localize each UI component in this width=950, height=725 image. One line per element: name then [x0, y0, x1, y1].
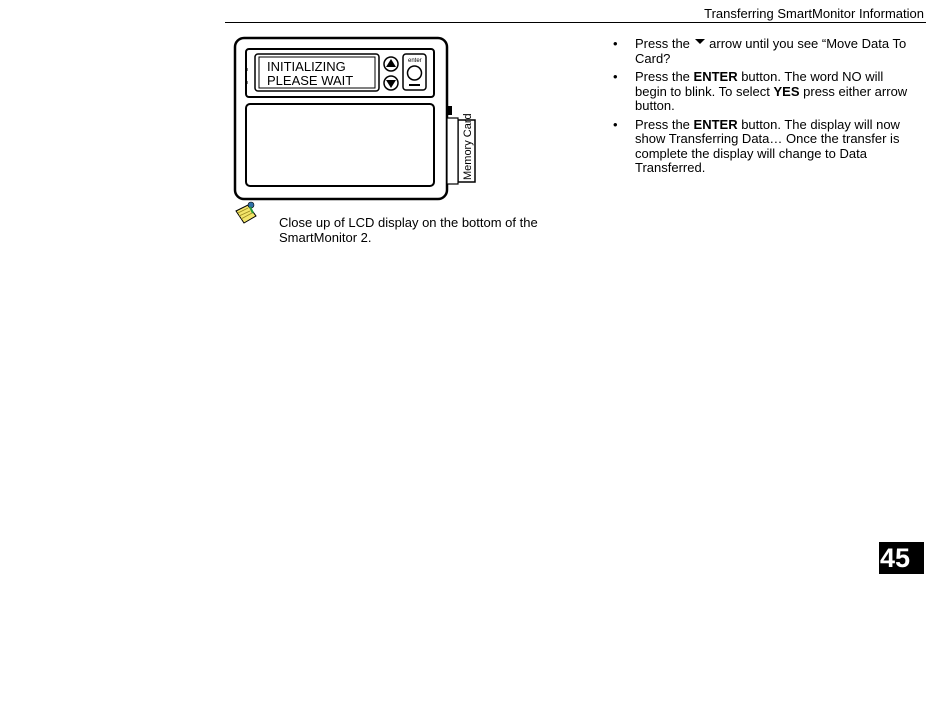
instruction-item — [613, 70, 913, 114]
enter-label: enter — [408, 58, 422, 64]
page-header-title: Transferring SmartMonitor Information — [704, 6, 924, 21]
smartmonitor-device-illustration — [233, 36, 478, 204]
instruction-list — [613, 37, 913, 180]
instruction-text: Press the ENTER button. The word NO will begin to blink. To select YES press either arrow button. — [635, 69, 908, 113]
bullet-marker: • — [613, 69, 618, 84]
lcd-line-1: INITIALIZING — [267, 59, 346, 74]
note-icon — [233, 199, 261, 227]
lcd-line-2: PLEASE WAIT — [267, 73, 354, 88]
memory-card-label: Memory Card — [462, 113, 474, 180]
lower-panel — [246, 104, 434, 186]
instruction-text: Press the ENTER button. The display will now show Transferring Data… Once the transfer is complete the display will change to Data Transferred. — [635, 116, 900, 175]
instruction-text: Press the arrow until you see “Move Data To Card? — [635, 36, 907, 66]
header-rule — [225, 22, 926, 23]
figure-caption: Close up of LCD display on the bottom of the SmartMonitor 2. — [279, 215, 538, 245]
bullet-marker: • — [613, 36, 618, 51]
bullet-marker: • — [613, 116, 618, 132]
instruction-item — [613, 37, 913, 66]
page-number: 45 — [879, 542, 924, 574]
instruction-item — [613, 118, 913, 176]
down-arrow-icon — [694, 37, 706, 47]
